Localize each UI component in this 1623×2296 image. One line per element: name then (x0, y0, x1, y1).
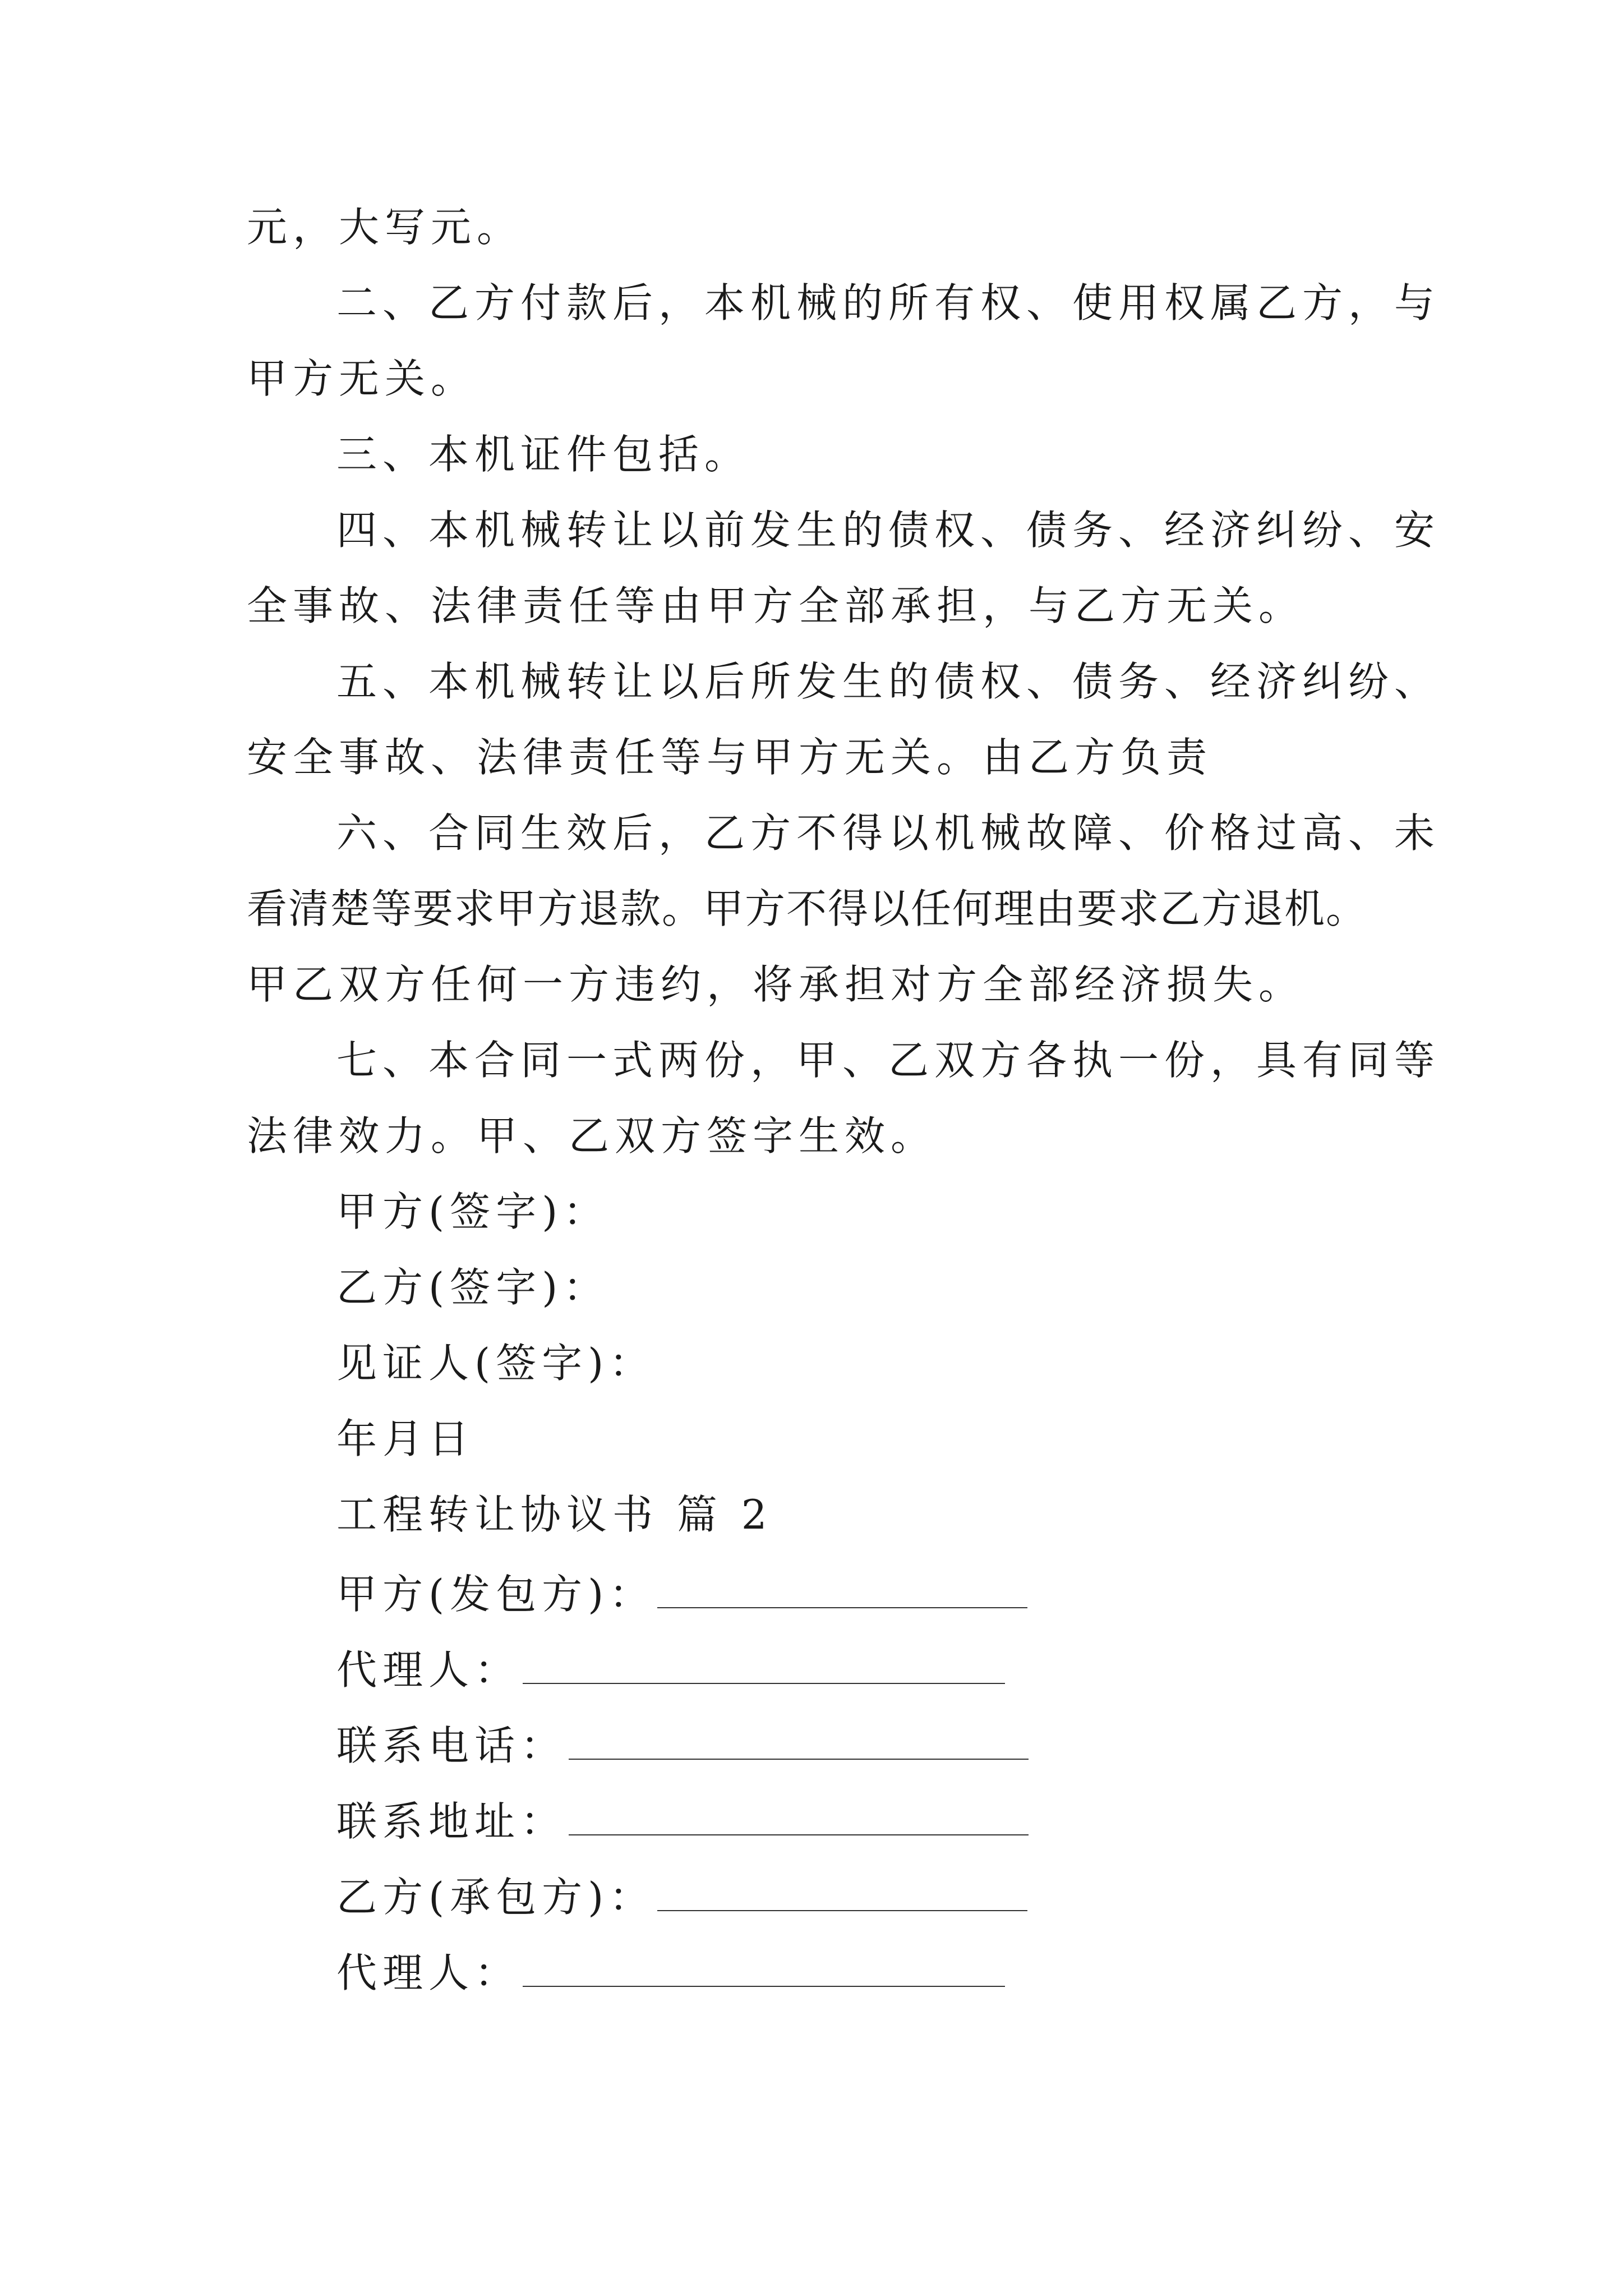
section-title: 工程转让协议书 篇 2 (336, 1491, 773, 1538)
field-label: 代理人： (336, 1646, 521, 1694)
field-label: 甲方(发包方)： (336, 1571, 656, 1618)
fill-in-blank[interactable] (657, 1562, 1027, 1608)
field-party-b-contractor (336, 1865, 1027, 1925)
fill-in-blank[interactable] (569, 1714, 1029, 1760)
clause-5-line-1: 五、本机械转让以后所发生的债权、债务、经济纠纷、 (336, 658, 1441, 705)
field-label: 代理人： (336, 1949, 521, 1996)
signature-witness: 见证人(签字)： (336, 1340, 656, 1387)
clause-6-line-1: 六、合同生效后，乙方不得以机械故障、价格过高、未 (336, 809, 1441, 857)
fill-in-blank[interactable] (569, 1789, 1029, 1835)
clause-2-line-1: 二、乙方付款后，本机械的所有权、使用权属乙方，与 (336, 279, 1441, 326)
clause-6-line-3: 甲乙双方任何一方违约，将承担对方全部经济损失。 (247, 961, 1305, 1008)
field-agent-a (336, 1638, 1005, 1698)
signature-party-b: 乙方(签字)： (336, 1264, 610, 1311)
clause-7-line-2: 法律效力。甲、乙双方签字生效。 (247, 1112, 937, 1159)
field-agent-b (336, 1941, 1005, 2001)
signature-party-a: 甲方(签字)： (336, 1188, 610, 1235)
clause-4-line-2: 全事故、法律责任等由甲方全部承担，与乙方无关。 (247, 582, 1305, 629)
fill-in-blank[interactable] (523, 1941, 1005, 1987)
field-label: 联系地址： (336, 1798, 567, 1845)
field-label: 乙方(承包方)： (336, 1874, 656, 1921)
date-line: 年月日 (336, 1415, 475, 1462)
clause-4-line-1: 四、本机械转让以前发生的债权、债务、经济纠纷、安 (336, 507, 1441, 554)
text-line-1: 元，大写元。 (247, 204, 523, 251)
fill-in-blank[interactable] (657, 1865, 1027, 1911)
clause-7-line-1: 七、本合同一式两份，甲、乙双方各执一份，具有同等 (336, 1037, 1441, 1084)
clause-2-line-2: 甲方无关。 (247, 355, 477, 402)
clause-3: 三、本机证件包括。 (336, 431, 751, 478)
fill-in-blank[interactable] (523, 1638, 1005, 1684)
clause-6-line-2: 看清楚等要求甲方退款。甲方不得以任何理由要求乙方退机。 (247, 885, 1368, 932)
field-address (336, 1789, 1029, 1849)
field-phone (336, 1714, 1029, 1774)
field-label: 联系电话： (336, 1722, 567, 1769)
clause-5-line-2: 安全事故、法律责任等与甲方无关。由乙方负责 (247, 734, 1213, 781)
field-party-a-employer (336, 1562, 1027, 1622)
